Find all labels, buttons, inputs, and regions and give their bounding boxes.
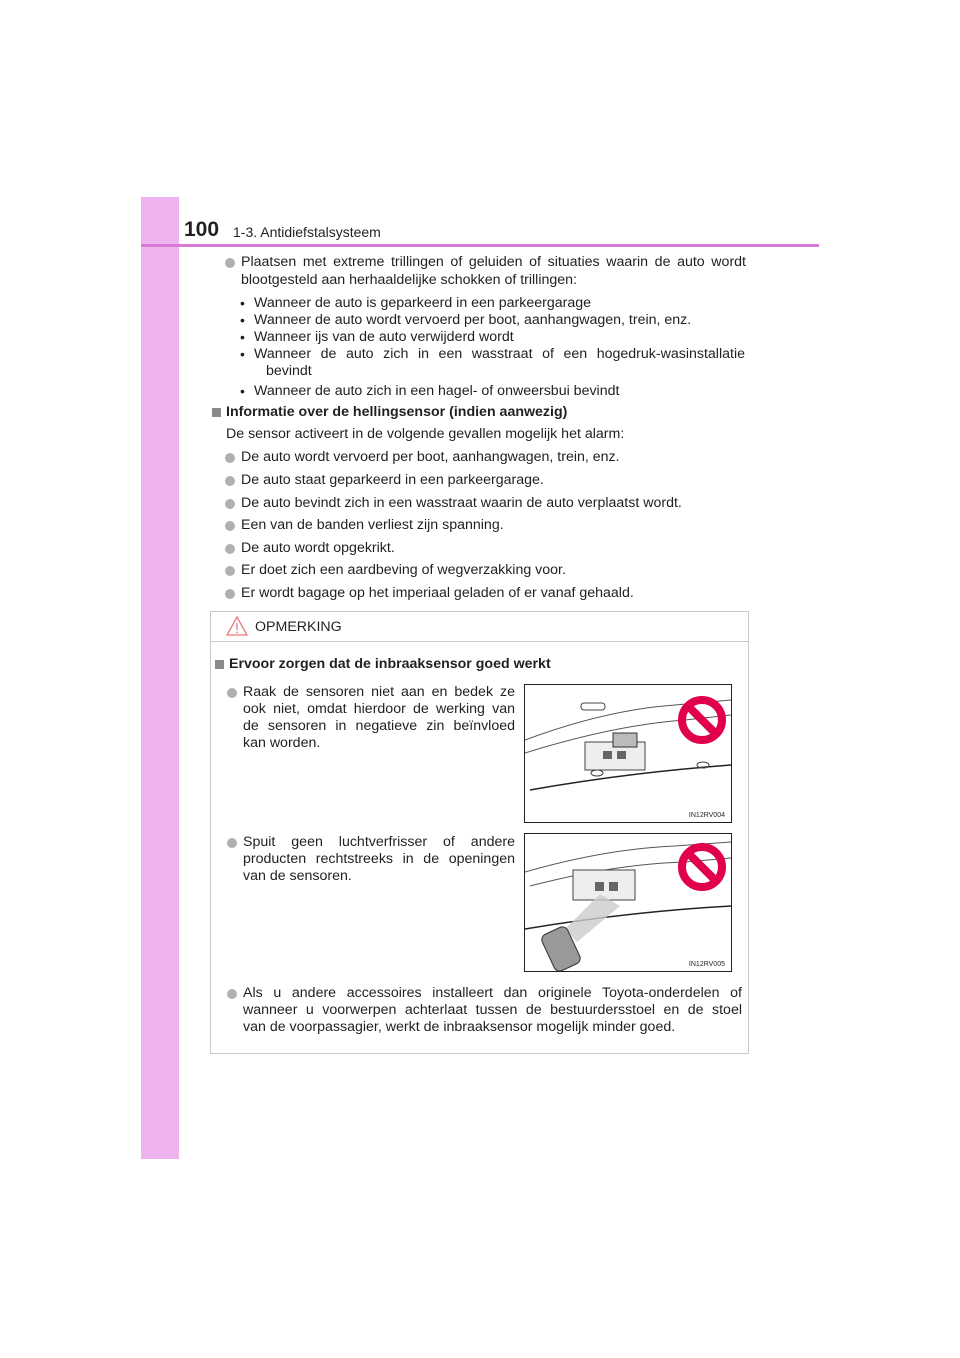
list-item: Er wordt bagage op het imperiaal geladen of er vanaf gehaald. [241, 585, 634, 601]
sub-bullet-icon: • [240, 346, 245, 362]
paragraph-line: van de voorpassagier, werkt de inbraaksensor mogelijk minder goed. [243, 1019, 676, 1035]
chapter-sidebar-tab [141, 197, 179, 1159]
list-item: Een van de banden verliest zijn spanning. [241, 517, 504, 533]
image-code: IN12RV004 [688, 812, 725, 819]
paragraph-line: van de sensoren. [243, 868, 352, 884]
page-number: 100 [184, 218, 220, 241]
paragraph-line: Spuit geen luchtverfrisser of andere [243, 834, 515, 850]
bullet-icon [225, 476, 235, 486]
note-divider [210, 641, 749, 642]
sensor-touch-illustration [524, 684, 732, 823]
list-item: Wanneer de auto zich in een wasstraat of een hogedruk-wasinstallatie [254, 346, 745, 362]
bullet-icon [225, 453, 235, 463]
section-intro: De sensor activeert in de volgende gevallen mogelijk het alarm: [226, 426, 625, 442]
section-title: Informatie over de hellingsensor (indien aanwezig) [226, 404, 568, 420]
list-item: Wanneer de auto is geparkeerd in een parkeergarage [254, 295, 592, 311]
bullet-icon [227, 688, 237, 698]
paragraph-line: ook niet, omdat hierdoor de werking van [243, 701, 515, 717]
section-marker-icon [215, 660, 224, 669]
note-label: OPMERKING [255, 619, 342, 635]
section-marker-icon [212, 408, 221, 417]
header-rule [141, 244, 819, 247]
list-item: Wanneer de auto wordt vervoerd per boot, aanhangwagen, trein, enz. [254, 312, 692, 328]
sub-bullet-icon: • [240, 329, 245, 345]
list-item: De auto wordt opgekrikt. [241, 540, 395, 556]
paragraph-line: Als u andere accessoires installeert dan originele Toyota-onderdelen of [243, 985, 742, 1001]
warning-icon [226, 616, 248, 636]
bullet-icon [225, 589, 235, 599]
paragraph-line: wanneer u voorwerpen achterlaat tussen de bestuurdersstoel en de stoel [243, 1002, 742, 1018]
prohibition-icon [677, 695, 727, 745]
spray-warning-illustration [524, 833, 732, 972]
sub-bullet-icon: • [240, 383, 245, 399]
list-item: De auto bevindt zich in een wasstraat waarin de auto verplaatst wordt. [241, 495, 682, 511]
image-code: IN12RV005 [688, 961, 725, 968]
list-item: Er doet zich een aardbeving of wegverzakking voor. [241, 562, 566, 578]
paragraph-line: Raak de sensoren niet aan en bedek ze [243, 684, 515, 700]
prohibition-icon [677, 842, 727, 892]
bullet-icon [227, 838, 237, 848]
paragraph-line: producten rechtstreeks in de openingen [243, 851, 515, 867]
sub-bullet-icon: • [240, 295, 245, 311]
bullet-icon [225, 521, 235, 531]
bullet-icon [225, 258, 235, 268]
bullet-icon [225, 499, 235, 509]
list-item: De auto wordt vervoerd per boot, aanhangwagen, trein, enz. [241, 449, 620, 465]
bullet-icon [225, 544, 235, 554]
list-item: Wanneer de auto zich in een hagel- of onweersbui bevindt [254, 383, 620, 399]
list-item: De auto staat geparkeerd in een parkeergarage. [241, 472, 544, 488]
paragraph-line: de sensoren in negatieve zin beïnvloed [243, 718, 515, 734]
list-item: Wanneer ijs van de auto verwijderd wordt [254, 329, 514, 345]
chapter-title: 1-3. Antidiefstalsysteem [233, 224, 381, 240]
sub-bullet-icon: • [240, 312, 245, 328]
paragraph-line: Plaatsen met extreme trillingen of geluiden of situaties waarin de auto wordt [241, 254, 746, 270]
paragraph-line: blootgesteld aan herhaaldelijke schokken of trillingen: [241, 272, 577, 288]
paragraph-line: kan worden. [243, 735, 321, 751]
note-title: Ervoor zorgen dat de inbraaksensor goed werkt [229, 656, 551, 672]
bullet-icon [225, 566, 235, 576]
bullet-icon [227, 989, 237, 999]
list-item: bevindt [266, 363, 312, 379]
